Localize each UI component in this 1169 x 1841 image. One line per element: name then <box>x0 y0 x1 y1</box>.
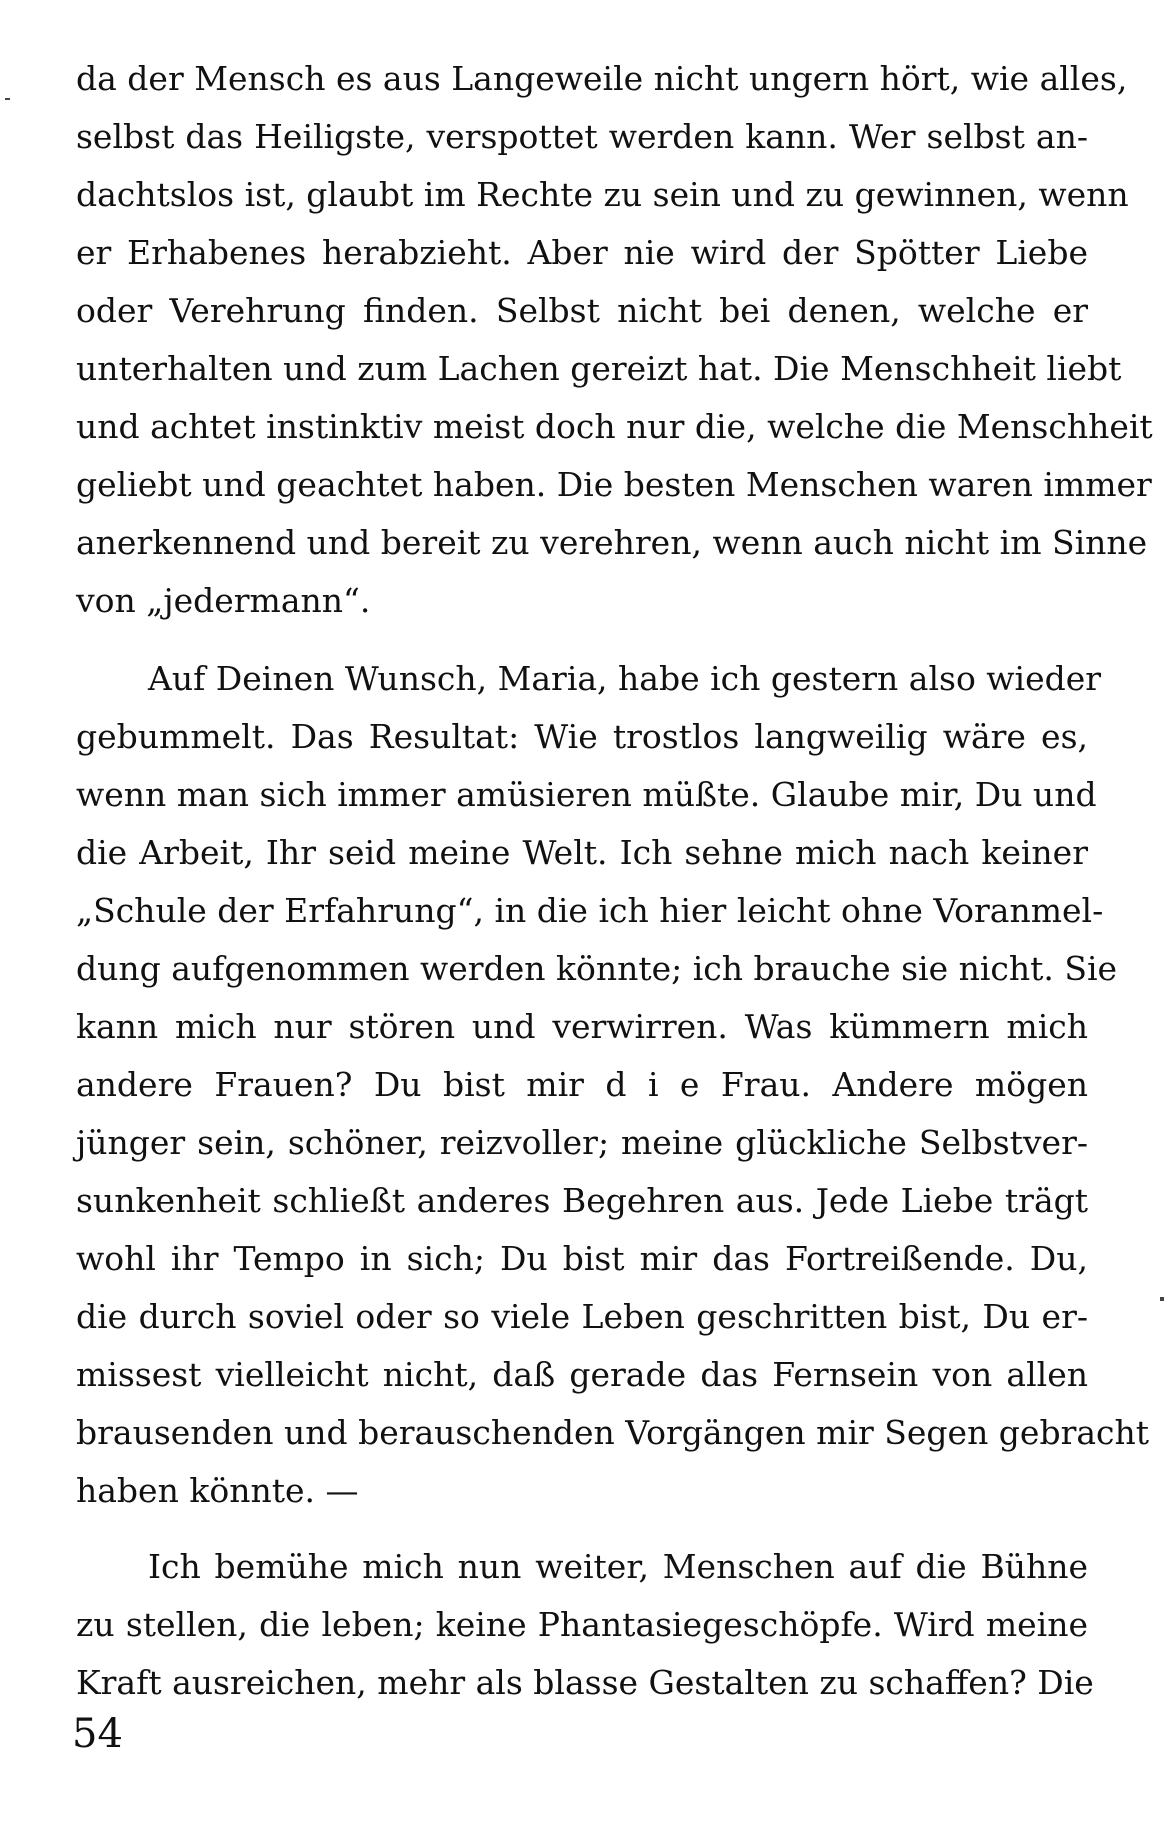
text-line: missest vielleicht nicht, daß gerade das Fernsein von allen <box>76 1355 1088 1394</box>
text-line: Auf Deinen Wunsch, Maria, habe ich gestern also wieder <box>148 659 1102 698</box>
edge-mark <box>1160 1297 1164 1301</box>
text-line: wohl ihr Tempo in sich; Du bist mir das Fortreißende. Du, <box>76 1239 1088 1278</box>
text-line: und achtet instinktiv meist doch nur die, welche die Menschheit <box>76 407 1153 446</box>
text-line: oder Verehrung finden. Selbst nicht bei denen, welche er <box>76 291 1088 330</box>
text-line: wenn man sich immer amüsieren müßte. Glaube mir, Du und <box>76 775 1097 814</box>
page-number: 54 <box>72 1711 123 1757</box>
text-line: selbst das Heiligste, verspottet werden kann. Wer selbst an- <box>76 117 1088 156</box>
text-line: gebummelt. Das Resultat: Wie trostlos langweilig wäre es, <box>76 717 1088 756</box>
text-line: „Schule der Erfahrung“, in die ich hier leicht ohne Voranmel- <box>76 891 1104 930</box>
text-line: andere Frauen? Du bist mir d i e Frau. Andere mögen <box>76 1065 1088 1104</box>
text-line: er Erhabenes herabzieht. Aber nie wird der Spötter Liebe <box>76 233 1088 272</box>
text-line: zu stellen, die leben; keine Phantasiegeschöpfe. Wird meine <box>76 1605 1088 1644</box>
edge-mark <box>5 98 10 100</box>
text-line: jünger sein, schöner, reizvoller; meine glückliche Selbstver- <box>76 1123 1088 1162</box>
text-line: Ich bemühe mich nun weiter, Menschen auf die Bühne <box>148 1547 1088 1586</box>
text-line: dachtslos ist, glaubt im Rechte zu sein und zu gewinnen, wenn <box>76 175 1129 214</box>
text-line: die Arbeit, Ihr seid meine Welt. Ich sehne mich nach keiner <box>76 833 1088 872</box>
text-line: von „jedermann“. <box>76 581 371 620</box>
text-line: unterhalten und zum Lachen gereizt hat. Die Menschheit liebt <box>76 349 1122 388</box>
text-line: geliebt und geachtet haben. Die besten Menschen waren immer <box>76 465 1152 504</box>
text-line: Kraft ausreichen, mehr als blasse Gestalten zu schaffen? Die <box>76 1663 1094 1702</box>
text-line: sunkenheit schließt anderes Begehren aus. Jede Liebe trägt <box>76 1181 1088 1220</box>
text-line: anerkennend und bereit zu verehren, wenn auch nicht im Sinne <box>76 523 1148 562</box>
text-line: kann mich nur stören und verwirren. Was kümmern mich <box>76 1007 1088 1046</box>
text-line: die durch soviel oder so viele Leben geschritten bist, Du er- <box>76 1297 1088 1336</box>
text-line: da der Mensch es aus Langeweile nicht ungern hört, wie alles, <box>76 59 1128 98</box>
text-line: haben könnte. — <box>76 1471 359 1510</box>
text-line: brausenden und berauschenden Vorgängen mir Segen gebracht <box>76 1413 1150 1452</box>
text-line: dung aufgenommen werden könnte; ich brauche sie nicht. Sie <box>76 949 1118 988</box>
